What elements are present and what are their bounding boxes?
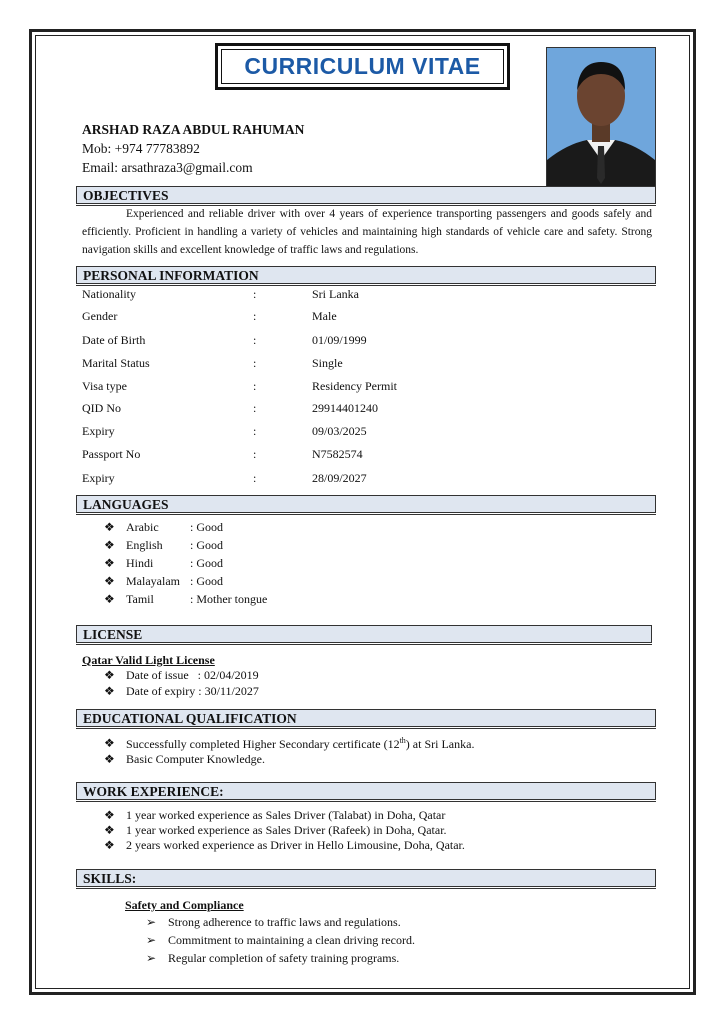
bullet-icon: ❖ (104, 736, 115, 750)
language-name: Arabic (126, 520, 159, 534)
personal-label: Nationality (82, 287, 136, 301)
bullet-icon: ❖ (104, 574, 115, 588)
license-title: Qatar Valid Light License (82, 653, 215, 667)
personal-value: 09/03/2025 (312, 424, 367, 438)
language-name: Hindi (126, 556, 154, 570)
mobile-number: Mob: +974 77783892 (82, 141, 200, 156)
language-name: Tamil (126, 592, 154, 606)
language-level: : Good (190, 556, 223, 570)
section-skills: SKILLS: (76, 869, 656, 887)
bullet-icon: ❖ (104, 838, 115, 852)
personal-label: Expiry (82, 471, 115, 485)
full-name: ARSHAD RAZA ABDUL RAHUMAN (82, 122, 305, 137)
personal-value: Sri Lanka (312, 287, 359, 301)
separator: : (253, 333, 257, 347)
personal-value: 29914401240 (312, 401, 378, 415)
personal-row (82, 471, 642, 489)
personal-row (82, 379, 642, 397)
separator: : (253, 356, 257, 370)
personal-value: Male (312, 309, 337, 323)
personal-label: Gender (82, 309, 118, 323)
objective-text: Experienced and reliable driver with over 4 years of experience transporting passengers and goods safely and efficiently. Proficient in handling a variety of vehicles and maintaining high standards of vehicle care and safety. Strong navigation skills and excellent knowledge of traffic laws and regulations. (82, 208, 652, 256)
section-license: LICENSE (76, 625, 652, 643)
personal-value: Single (312, 356, 343, 370)
bullet-icon: ❖ (104, 592, 115, 606)
personal-label: Marital Status (82, 356, 150, 370)
bullet-icon: ❖ (104, 520, 115, 534)
language-name: Malayalam (126, 574, 180, 588)
personal-row (82, 287, 642, 305)
bullet-icon: ❖ (104, 823, 115, 837)
personal-row (82, 424, 642, 442)
work-item-text: 2 years worked experience as Driver in Hello Limousine, Doha, Qatar. (126, 838, 465, 852)
license-item-text: Date of issue : 02/04/2019 (126, 668, 259, 682)
section-work-experience: WORK EXPERIENCE: (76, 782, 656, 800)
personal-row (82, 356, 642, 374)
profile-photo (546, 47, 656, 187)
section-education: EDUCATIONAL QUALIFICATION (76, 709, 656, 727)
bullet-icon: ❖ (104, 752, 115, 766)
separator: : (253, 287, 257, 301)
language-level: : Good (190, 520, 223, 534)
bullet-icon: ❖ (104, 668, 115, 682)
separator: : (253, 424, 257, 438)
personal-value: 01/09/1999 (312, 333, 367, 347)
skill-item-text: Strong adherence to traffic laws and regulations. (168, 915, 401, 929)
separator: : (253, 447, 257, 461)
separator: : (253, 401, 257, 415)
bullet-icon: ❖ (104, 808, 115, 822)
personal-value: N7582574 (312, 447, 363, 461)
personal-row (82, 309, 642, 327)
cv-title-box (215, 43, 510, 90)
arrow-bullet-icon: ➢ (146, 933, 157, 947)
cv-title: CURRICULUM VITAE (244, 53, 481, 79)
section-languages: LANGUAGES (76, 495, 656, 513)
license-item-text: Date of expiry : 30/11/2027 (126, 684, 259, 698)
bullet-icon: ❖ (104, 538, 115, 552)
personal-label: Date of Birth (82, 333, 146, 347)
personal-label: Expiry (82, 424, 115, 438)
separator: : (253, 309, 257, 323)
separator: : (253, 379, 257, 393)
arrow-bullet-icon: ➢ (146, 951, 157, 965)
skills-subtitle: Safety and Compliance (125, 898, 244, 912)
personal-value: 28/09/2027 (312, 471, 367, 485)
personal-label: Passport No (82, 447, 141, 461)
bullet-icon: ❖ (104, 556, 115, 570)
language-level: : Good (190, 538, 223, 552)
email-address: Email: arsathraza3@gmail.com (82, 160, 253, 175)
personal-label: QID No (82, 401, 121, 415)
personal-row (82, 333, 642, 351)
arrow-bullet-icon: ➢ (146, 915, 157, 929)
language-level: : Good (190, 574, 223, 588)
work-item-text: 1 year worked experience as Sales Driver (Rafeek) in Doha, Qatar. (126, 823, 447, 837)
personal-row (82, 447, 642, 465)
language-level: : Mother tongue (190, 592, 268, 606)
section-objectives: OBJECTIVES (76, 186, 656, 204)
separator: : (253, 471, 257, 485)
skill-item-text: Regular completion of safety training programs. (168, 951, 400, 965)
work-item-text: 1 year worked experience as Sales Driver (Talabat) in Doha, Qatar (126, 808, 446, 822)
bullet-icon: ❖ (104, 684, 115, 698)
personal-label: Visa type (82, 379, 127, 393)
language-name: English (126, 538, 163, 552)
section-personal-information: PERSONAL INFORMATION (76, 266, 656, 284)
skill-item-text: Commitment to maintaining a clean driving record. (168, 933, 415, 947)
personal-value: Residency Permit (312, 379, 397, 393)
personal-row (82, 401, 642, 419)
